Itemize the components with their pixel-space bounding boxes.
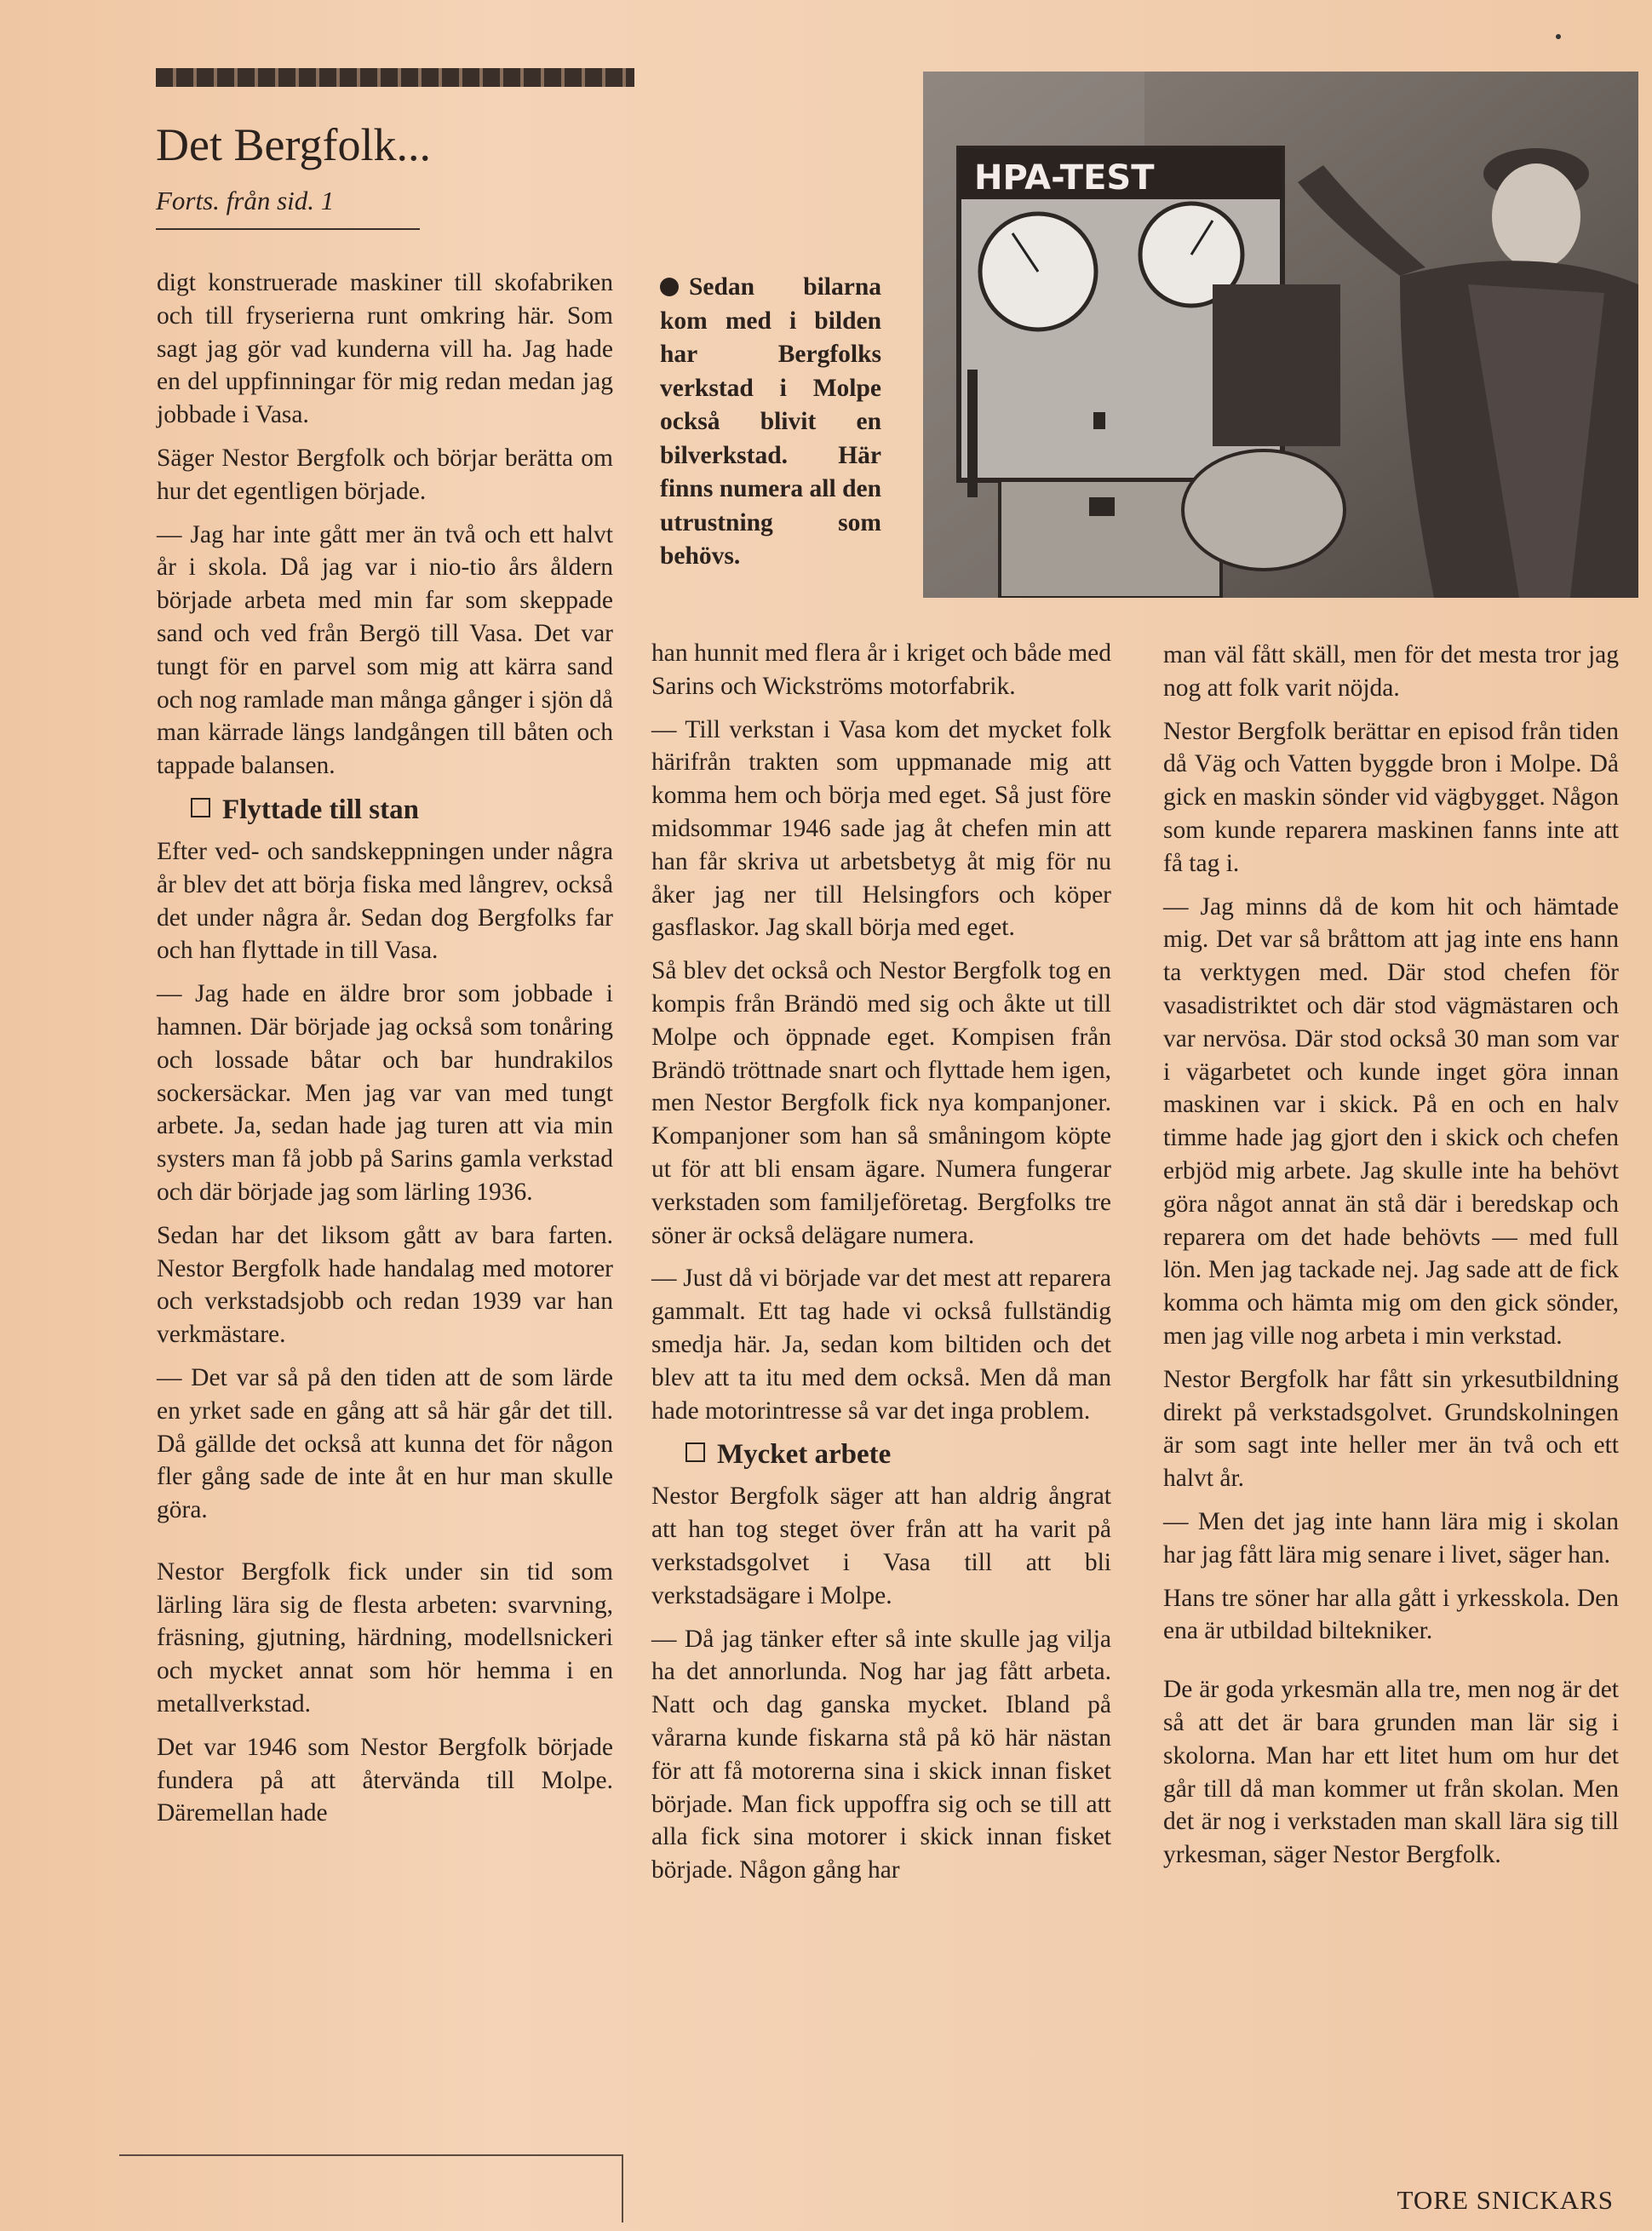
paragraph: Det var 1946 som Nestor Bergfolk började fundera på att återvända till Molpe. Däremellan hade <box>157 1733 613 1827</box>
square-icon <box>191 798 210 817</box>
subheading-text: Mycket arbete <box>717 1439 892 1471</box>
cut-line <box>119 2154 622 2156</box>
paragraph: Sedan har det liksom gått av bara farten. Nestor Bergfolk hade handalag med motorer och verkstadsjobb och redan 1939 var han verkmästare. <box>157 1221 613 1349</box>
paragraph: Nestor Bergfolk berättar en episod från tiden då Väg och Vatten byggde bron i Molpe. Då gick en maskin sönder vid vägbygget. Någon som kunde reparera maskinen fanns inte att få tag i. <box>1163 717 1619 877</box>
paragraph: Nestor Bergfolk fick under sin tid som lärling lära sig de flesta arbeten: svarvning, fräsning, gjutning, härdning, modellsnickeri och mycket annat som hör hemma i en metallverkstad. <box>157 1557 613 1718</box>
article-column-2 <box>651 637 1111 1897</box>
paragraph: Hans tre söner har alla gått i yrkesskola. Den ena är utbildad biltekniker. <box>1163 1584 1619 1645</box>
subheading-text: Flyttade till stan <box>222 794 419 825</box>
paragraph: — Det var så på den tiden att de som lärde en yrket sade en gång att så här går det till. Då gällde det också att kunna det för någon fler gång sade de inte åt en hur man skulle göra. <box>157 1363 613 1524</box>
continuation-note: Forts. från sid. 1 <box>156 186 335 215</box>
paragraph: — Jag har inte gått mer än två och ett halvt år i skola. Då jag var i nio-tio års åldern började arbeta med min far som skeppade sand och ved från Bergö till Vasa. Det var tungt för en parvel som mig att kärra sand och nog ramlade man många gånger i sjön då man kärrade längs landgången till båten och tappade balansen. <box>157 520 613 780</box>
paragraph: digt konstruerade maskiner till skofabriken och till fryserierna runt omkring här. Som sagt jag gör vad kunderna vill ha. Jag hade en del uppfinningar för mig redan medan jag jobbade i Vasa. <box>157 269 613 429</box>
article-column-3 <box>1163 639 1619 1882</box>
paragraph: — Jag minns då de kom hit och hämtade mig. Det var så bråttom att jag inte ens hann ta verktygen med. Där stod chefen för vasadistriktet och där stod vägmästaren och var nervösa. Där stod också 30 man som var i vägarbetet och kunde inget göra innan maskinen var i skick. På en och en halv timme hade jag gjort den i skick och chefen erbjöd mig arbete. Jag skulle inte ha behövt göra något annat än stå där i beredskap och reparera om det hade behövts — med full lön. Men jag tackade nej. Jag sade att de fick komma och hämta mig om den gick sönder, men jag ville nog arbeta i min verkstad. <box>1163 892 1619 1350</box>
photo-illustration <box>923 72 1638 598</box>
workshop-photo <box>923 72 1638 598</box>
subheading <box>191 793 613 827</box>
byline: TORE SNICKARS <box>1397 2185 1614 2215</box>
paragraph: Efter ved- och sandskeppningen under några år blev det att börja fiska med långrev, också det under några år. Sedan dog Bergfolks far och han flyttade in till Vasa. <box>157 837 613 965</box>
bullet-icon <box>660 278 679 296</box>
paragraph: De är goda yrkesmän alla tre, men nog är det så att det är bara grunden man lär sig i skolorna. Man har ett litet hum om hur det går till då man kommer ut från skolan. Men det är nog i verkstaden man skall lära sig till yrkesman, säger Nestor Bergfolk. <box>1163 1676 1619 1869</box>
sign-text: HPA-TEST <box>974 158 1155 198</box>
cut-line <box>622 2154 623 2222</box>
paragraph: — Men det jag inte hann lära mig i skolan har jag fått lära mig senare i livet, säger han. <box>1163 1507 1619 1569</box>
subhead-rule <box>156 228 420 230</box>
caption-text: Sedan bilarna kom med i bilden har Bergfolks verkstad i Molpe också blivit en bilverkstad. Här finns numera all den utrustning som behövs. <box>660 273 881 570</box>
paragraph: Så blev det också och Nestor Bergfolk tog en kompis från Brändö med sig och åkte ut till Molpe och öppnade eget. Kompisen från Brändö tröttnade snart och flyttade hem igen, men Nestor Bergfolk fick nya kompanjoner. Kompanjoner som han så småningom köpte ut för att bli ensam ägare. Numera fungerar verkstaden som familjeföretag. Bergfolks tre söner är också delägare numera. <box>651 957 1111 1249</box>
paragraph: — Just då vi började var det mest att reparera gammalt. Ett tag hade vi också fullständig smedja här. Ja, sedan kom biltiden och det blev att ta itu med dem också. Men då man hade motorintresse så var det inga problem. <box>651 1265 1111 1425</box>
photo-caption <box>660 271 881 574</box>
paragraph: Nestor Bergfolk har fått sin yrkesutbildning direkt på verkstadsgolvet. Grundskolningen är som sagt inte heller mer än två och ett halvt år. <box>1163 1365 1619 1493</box>
header-rule <box>156 68 634 87</box>
headline: Det Bergfolk... <box>156 119 431 170</box>
paragraph: — Till verkstan i Vasa kom det mycket folk härifrån trakten som uppmanade mig att komma hem och börja med eget. Så just före midsommar 1946 sade jag åt chefen min att han får skriva ut arbetsbetyg åt mig för nu åker jag ner till Helsingfors och köper gasflaskor. Jag skall börja med eget. <box>651 715 1111 942</box>
paragraph: man väl fått skäll, men för det mesta tror jag nog att folk varit nöjda. <box>1163 641 1619 702</box>
paragraph: Säger Nestor Bergfolk och börjar berätta om hur det egentligen började. <box>157 444 613 505</box>
square-icon <box>685 1442 705 1462</box>
paragraph: han hunnit med flera år i kriget och både med Sarins och Wickströms motorfabrik. <box>651 639 1111 700</box>
speck <box>1556 34 1561 39</box>
paragraph: — Jag hade en äldre bror som jobbade i hamnen. Där började jag också som tonåring och lossade båtar och bar hundrakilos sockersäckar. Men jag var van med tungt arbete. Ja, sedan hade jag turen att via min systers man få jobb på Sarins gamla verkstad och där började jag som lärling 1936. <box>157 980 613 1206</box>
paragraph: — Då jag tänker efter så inte skulle jag vilja ha det annorlunda. Nog har jag fått arbeta. Natt och dag ganska mycket. Ibland på vårarna kunde fiskarna stå på kö här nästan för att få motorerna sina i skick innan fisket började. Man fick uppoffra sig och se till att alla fick sina motorer i skick innan fisket började. Någon gång har <box>651 1625 1111 1884</box>
paragraph: Nestor Bergfolk säger att han aldrig ångrat att han tog steget över från att ha varit på verkstadsgolvet i Vasa till att bli verkstadsägare i Molpe. <box>651 1483 1111 1609</box>
article-column-1 <box>157 267 613 1840</box>
subheading <box>685 1437 1111 1471</box>
